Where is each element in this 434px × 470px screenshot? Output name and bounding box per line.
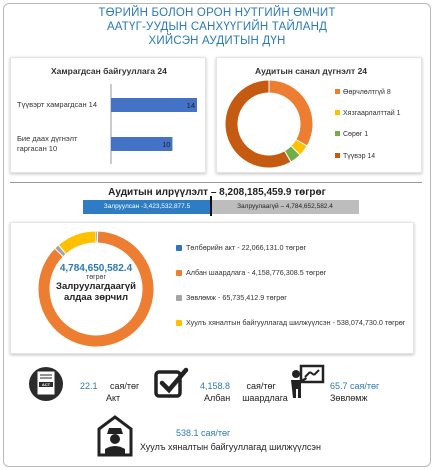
act-label: Акт [106,393,121,403]
bar-0 [111,98,197,112]
center-label-2: алдаа зөрчил [63,292,129,303]
total-findings: Аудитын илрүүлэлт – 8,208,185,459.9 төгрөг [108,187,326,198]
opinion-legend-item-2 [335,130,368,139]
uncorrected-legend-swatch-0 [176,245,182,251]
uncorrected-slice-3 [58,231,96,254]
opinion-chart-title: Аудитын санал дүгнэлт 24 [255,66,368,76]
opinion-legend-swatch-3 [335,153,340,158]
center-value: 4,784,650,582.4 [59,263,133,274]
uncorrected-legend-swatch-1 [176,270,182,276]
opinion-legend-label-3: Түүвэр 14 [343,153,376,160]
checkbox-icon [153,366,189,405]
section-divider [10,182,422,183]
svg-text:ACT: ACT [41,382,51,388]
center-label-1: Залруулагдаагүй [56,281,136,292]
bar-chart-title: Хамрагдсан байгууллага 24 [51,66,167,76]
demand-label: Албан шаардлага [204,393,288,403]
uncorrected-legend-label-2: Зөвлөмж - 65,735,412.9 төгрөг [186,293,287,302]
corrected-amount-bar: Залруулсан -3,423,532,877.5 [83,200,211,214]
uncorrected-amount-bar: Залруулаагүй – 4,784,652,582.4 [211,200,359,214]
uncorrected-legend-item-2 [176,293,408,303]
bar-category-label-1-1: гаргасан 10 [17,144,58,153]
act-unit: сая/төг [110,381,140,391]
act-stat [80,381,139,391]
transfer-label: Хуулъ хяналтын байгууллагад шилжүүлсэн [140,442,321,452]
demand-unit: сая/төг [246,381,276,391]
bar-value-label-1: 10 [162,140,171,149]
presenter-icon [288,364,326,405]
opinion-legend-swatch-1 [335,110,340,115]
bar-category-label-1-0: Бие даах дүгнэлт [17,134,78,143]
uncorrected-legend-item-0 [176,243,408,253]
uncorrected-legend-label-1: Албан шаардлага - 4,158,776,308.5 төгрөг [186,268,327,277]
uncorrected-legend-swatch-3 [176,320,182,326]
center-unit: төгрөг [86,274,106,281]
advice-stat [330,381,379,391]
donut-center [41,263,151,303]
opinion-legend-item-0 [335,88,391,97]
act-value: 22.1 [80,381,98,391]
opinion-slice-0 [269,80,313,146]
bar-category-label-0: Түүвэрт хамрагдсан 14 [17,100,98,109]
bar-chart-panel [10,57,206,173]
demand-value: 4,158.8 [200,381,231,391]
advice-value: 65.7 сая/төг [330,381,380,391]
uncorrected-legend-label-3: Хуулъ хяналтын байгууллагад шилжүүлсэн - 538,074,730.0 төгрөг [186,318,406,327]
opinion-chart-panel [216,57,422,173]
uncorrected-legend-item-1 [176,268,408,278]
bar-value-label-0: 14 [186,101,195,110]
opinion-legend-item-3 [335,152,375,161]
opinion-legend-swatch-2 [335,131,340,136]
opinion-legend-label-2: Сөрөг 1 [343,131,369,138]
uncorrected-legend-swatch-2 [176,295,182,301]
opinion-legend-label-0: Өөрчлөлтгүй 8 [343,89,391,96]
header-line-3: ХИЙСЭН АУДИТЫН ДҮН [148,35,286,47]
opinion-legend-label-1: Хязгаарлалттай 1 [343,110,401,117]
header-line-2: ААТҮГ-УУДЫН САНХҮҮГИЙН ТАЙЛАНД [106,21,328,33]
act-document-icon [28,364,70,407]
split-marker [210,196,212,216]
uncorrected-legend-label-0: Төлбөрийн акт - 22,066,131.0 төгрөг [186,243,307,252]
advice-label: Зөвлөмж [330,393,368,403]
header-line-1: ТӨРИЙН БОЛОН ОРОН НУТГИЙН ӨМЧИТ [98,7,336,19]
uncorrected-chart-panel [10,222,414,354]
transfer-value: 538.1 сая/төг [176,428,231,438]
opinion-legend-item-1 [335,109,401,118]
demand-stat [200,381,276,391]
uncorrected-legend-item-3 [176,318,408,328]
opinion-legend-swatch-0 [335,89,340,94]
bar-chart [11,58,207,174]
police-officer-icon [96,413,134,462]
